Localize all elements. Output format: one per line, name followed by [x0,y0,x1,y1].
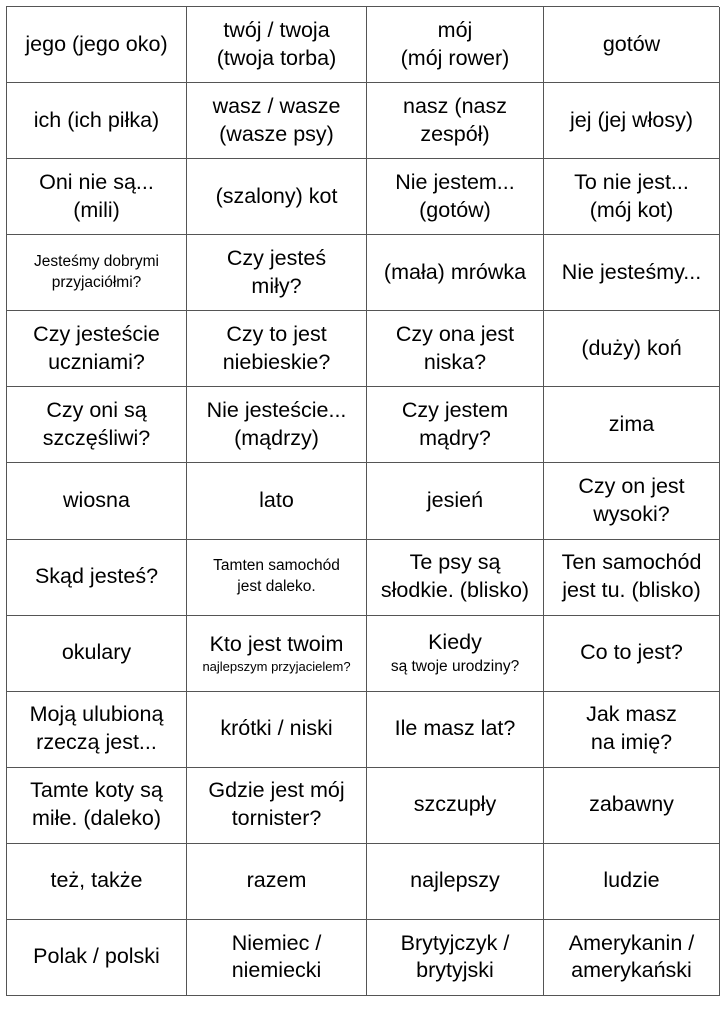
card-text-line: Jak masz [586,702,677,727]
card-text-line: nasz (nasz [403,93,507,118]
card-text-line: niemiecki [231,958,322,983]
card-text-line: gotów [602,31,661,56]
card-text-line: jesień [426,488,484,513]
card-text-line: (mądrzy) [234,425,319,450]
card-cell [187,616,367,692]
card-text-line: (mała) mrówka [383,259,527,284]
card-text-line: (duży) koń [581,335,682,360]
card-text-line: (twoja torba) [216,45,337,70]
card-text-line: Polak / polski [33,944,160,969]
card-text-line: lato [259,488,294,513]
card-text-line: Tamten samochód [213,557,340,575]
card-text-line: amerykański [571,958,692,983]
card-cell [367,159,544,235]
card-text-line: Niemiec / [231,930,322,955]
card-text-line: Czy jestem [401,397,509,422]
card-cell [187,463,367,539]
card-cell [544,692,720,768]
card-text-line: razem [246,868,307,893]
card-cell [7,463,187,539]
card-cell [367,844,544,920]
card-text-line: (mili) [73,197,120,222]
card-cell [7,540,187,616]
card-cell [544,83,720,159]
card-cell [367,768,544,844]
card-text-line: (mój rower) [400,45,510,70]
card-text-line: Czy jesteś [226,245,327,270]
card-text-line: na imię? [590,730,673,755]
card-cell [187,159,367,235]
card-cell [367,540,544,616]
card-cell [7,768,187,844]
card-cell [367,463,544,539]
card-text-line: rzeczą jest... [36,730,157,755]
card-cell [7,616,187,692]
card-text-line: Czy ona jest [395,321,515,346]
card-cell [7,83,187,159]
card-cell [187,540,367,616]
card-cell [187,7,367,83]
card-text-line: jest daleko. [237,578,316,596]
card-cell [7,7,187,83]
card-cell [187,387,367,463]
card-text-line: Oni nie są... [39,169,154,194]
card-text-line: (szalony) kot [215,183,338,208]
card-text-line: niska? [423,349,487,374]
card-cell [367,83,544,159]
card-text-line: okulary [61,640,132,665]
card-cell [544,768,720,844]
card-cell [544,920,720,996]
card-cell [187,83,367,159]
card-text-line: Ile masz lat? [394,716,516,741]
card-text-line: Czy jesteście [33,321,160,346]
card-cell [544,540,720,616]
card-text-line: (wasze psy) [219,121,334,146]
card-cell [7,311,187,387]
card-text-line: jej (jej włosy) [569,107,694,132]
card-text-line: najlepszym przyjacielem? [202,658,351,674]
card-cell [544,159,720,235]
card-text-line: tornister? [231,806,322,831]
card-text-line: Brytyjczyk / [400,930,510,955]
card-cell [544,235,720,311]
card-cell [544,387,720,463]
card-text-line: Jesteśmy dobrymi [34,252,159,270]
card-text-line: Co to jest? [580,640,683,665]
card-text-line: przyjaciółmi? [51,273,142,291]
card-text-line: słodkie. (blisko) [380,578,530,603]
card-cell [187,235,367,311]
card-cell [7,159,187,235]
card-text-line: krótki / niski [220,716,333,741]
card-cell [7,692,187,768]
card-text-line: Skąd jesteś? [34,564,159,589]
card-text-line: najlepszy [410,868,500,893]
card-text-line: Kto jest twoim [209,631,344,656]
card-text-line: Czy to jest [226,321,327,346]
card-text-line: (mój kot) [589,197,674,222]
card-text-line: mądry? [419,425,491,450]
card-text-line: brytyjski [416,958,494,983]
card-cell [367,616,544,692]
card-text-line: zespół) [420,121,490,146]
card-text-line: Nie jesteście... [206,397,347,422]
card-text-line: (gotów) [419,197,491,222]
card-text-line: Nie jesteśmy... [561,259,702,284]
card-text-line: Nie jestem... [395,169,515,194]
card-cell [187,311,367,387]
card-cell [367,7,544,83]
card-text-line: uczniami? [48,349,145,374]
card-cell [187,768,367,844]
card-cell [187,844,367,920]
card-text-line: miłe. (daleko) [31,806,162,831]
card-cell [544,311,720,387]
card-text-line: szczęśliwi? [42,425,151,450]
flashcard-grid [6,6,719,996]
card-cell [544,844,720,920]
card-cell [544,616,720,692]
card-text-line: wiosna [63,488,130,513]
card-text-line: jest tu. (blisko) [562,578,701,603]
card-cell [7,920,187,996]
card-cell [7,235,187,311]
card-text-line: ich (ich piłka) [33,107,160,132]
card-cell [544,7,720,83]
card-cell [367,387,544,463]
card-text-line: Czy oni są [46,397,147,422]
card-text-line: Te psy są [409,550,501,575]
card-text-line: Czy on jest [578,474,685,499]
card-text-line: jego (jego oko) [25,31,168,56]
card-text-line: Kiedy [428,629,482,654]
card-text-line: mój [437,17,473,42]
card-cell [7,387,187,463]
card-text-line: Ten samochód [561,550,702,575]
card-cell [544,463,720,539]
card-text-line: szczupły [413,792,497,817]
card-text-line: Amerykanin / [568,930,695,955]
card-text-line: Tamte koty są [30,778,163,803]
card-cell [367,235,544,311]
card-text-line: niebieskie? [222,349,331,374]
card-cell [187,692,367,768]
card-text-line: ludzie [603,868,660,893]
card-text-line: To nie jest... [574,169,689,194]
card-text-line: wysoki? [593,501,670,526]
card-text-line: wasz / wasze [212,93,341,118]
card-text-line: Moją ulubioną [29,702,164,727]
card-cell [367,311,544,387]
card-text-line: są twoje urodziny? [390,657,520,675]
card-text-line: miły? [251,273,302,298]
card-cell [367,692,544,768]
card-cell [187,920,367,996]
card-cell [7,844,187,920]
card-text-line: Gdzie jest mój [208,778,345,803]
card-text-line: zima [608,411,655,436]
card-cell [367,920,544,996]
card-text-line: zabawny [589,792,674,817]
card-text-line: też, także [50,868,143,893]
card-text-line: twój / twoja [223,17,330,42]
